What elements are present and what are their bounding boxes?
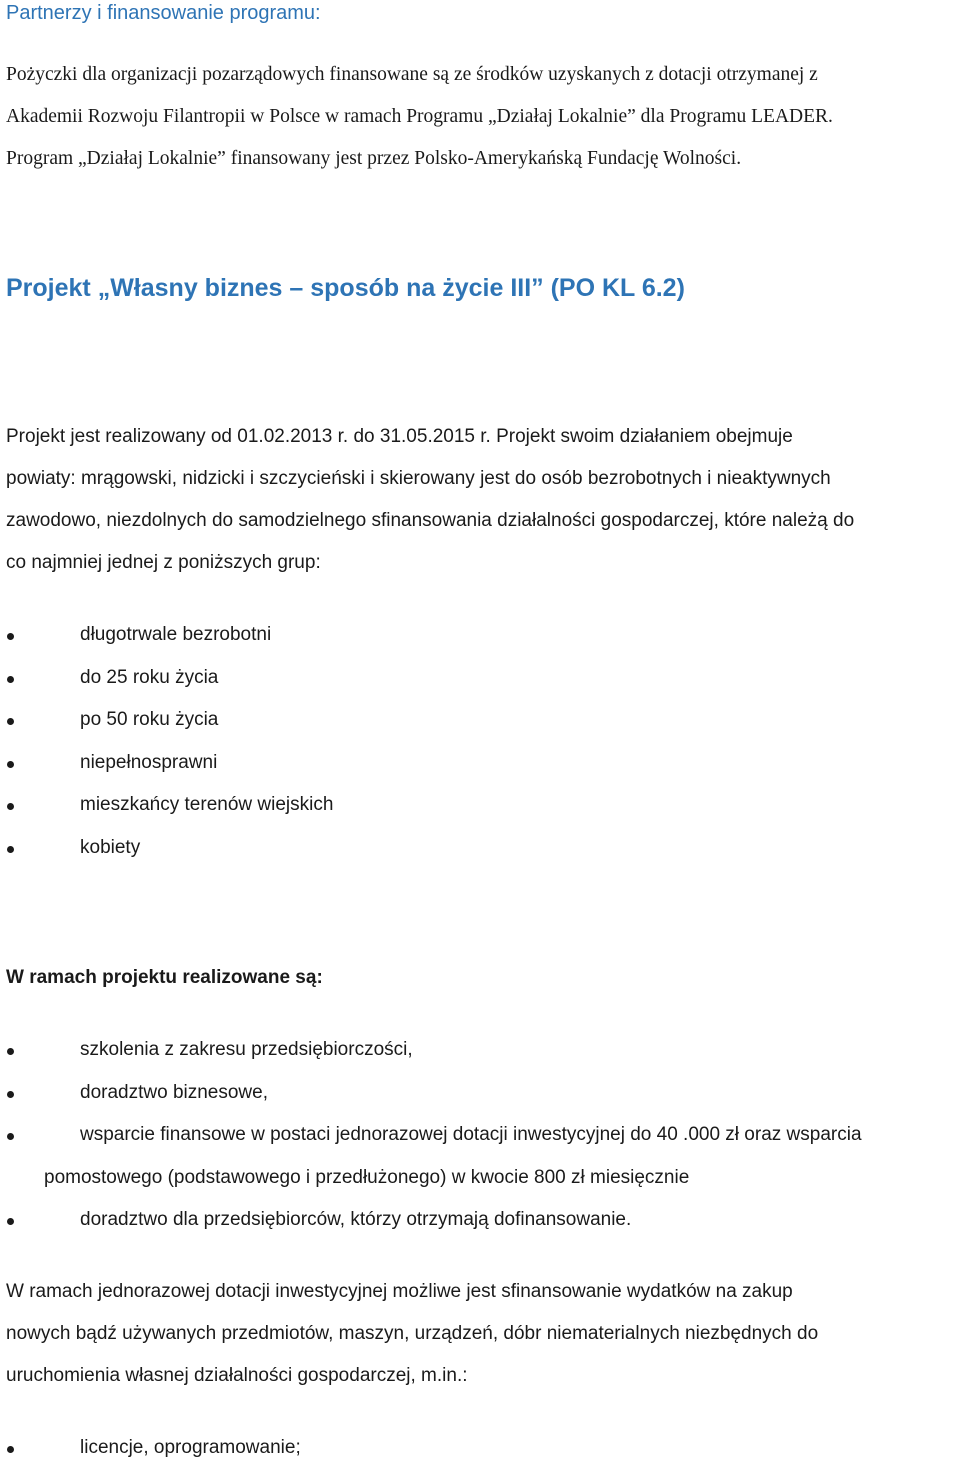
realized-list (0, 1029, 960, 1242)
list-item: niepełnosprawni (0, 742, 960, 785)
bullet-icon (7, 633, 14, 640)
list-item: doradztwo dla przedsiębiorców, którzy otrzymają dofinansowanie. (0, 1199, 960, 1242)
grant-line-3: uruchomienia własnej działalności gospodarczej, m.in.: (6, 1365, 468, 1386)
realized-heading: W ramach projektu realizowane są: (6, 967, 323, 988)
grant-line-2: nowych bądź używanych przedmiotów, maszyn, urządzeń, dóbr niematerialnych niezbędnych do (6, 1323, 819, 1344)
bullet-icon (7, 1133, 14, 1140)
list-item: doradztwo biznesowe, (0, 1072, 960, 1115)
list-item: wsparcie finansowe w postaci jednorazowej dotacji inwestycyjnej do 40 .000 zł oraz wsparcia (0, 1114, 960, 1157)
bullet-icon (7, 676, 14, 683)
project-line-2: powiaty: mrągowski, nidzicki i szczycieński i skierowany jest do osób bezrobotnych i nieaktywnych (6, 468, 831, 489)
list-item: kobiety (0, 827, 960, 870)
partners-line-1: Pożyczki dla organizacji pozarządowych finansowane są ze środków uzyskanych z dotacji otrzymanej z (6, 64, 818, 85)
bullet-icon (7, 803, 14, 810)
list-item: do 25 roku życia (0, 657, 960, 700)
bullet-icon (7, 1091, 14, 1098)
partners-line-2: Akademii Rozwoju Filantropii w Polsce w ramach Programu „Działaj Lokalnie” dla Programu LEADER. (6, 106, 833, 127)
list-item: licencje, oprogramowanie; (0, 1427, 960, 1470)
bullet-icon (7, 761, 14, 768)
project-line-1: Projekt jest realizowany od 01.02.2013 r. do 31.05.2015 r. Projekt swoim działaniem obejmuje (6, 426, 793, 447)
groups-list (0, 614, 960, 869)
grant-line-1: W ramach jednorazowej dotacji inwestycyjnej możliwe jest sfinansowanie wydatków na zakup (6, 1281, 793, 1302)
bullet-icon (7, 718, 14, 725)
bullet-icon (7, 1446, 14, 1453)
list-item: długotrwale bezrobotni (0, 614, 960, 657)
partners-heading: Partnerzy i finansowanie programu: (6, 2, 321, 24)
project-line-3: zawodowo, niezdolnych do samodzielnego sfinansowania działalności gospodarczej, które należą do (6, 510, 855, 531)
partners-line-3: Program „Działaj Lokalnie” finansowany jest przez Polsko-Amerykańską Fundację Wolności. (6, 148, 742, 169)
bullet-icon (7, 1218, 14, 1225)
bullet-icon (7, 846, 14, 853)
bullet-icon (7, 1048, 14, 1055)
project-heading: Projekt „Własny biznes – sposób na życie III” (PO KL 6.2) (6, 274, 685, 302)
list-item-continuation: pomostowego (podstawowego i przedłużonego) w kwocie 800 zł miesięcznie (44, 1166, 690, 1188)
project-line-4: co najmniej jednej z poniższych grup: (6, 552, 321, 573)
list-item: szkolenia z zakresu przedsiębiorczości, (0, 1029, 960, 1072)
list-item: po 50 roku życia (0, 699, 960, 742)
list-item: mieszkańcy terenów wiejskich (0, 784, 960, 827)
grant-list (0, 1427, 960, 1470)
